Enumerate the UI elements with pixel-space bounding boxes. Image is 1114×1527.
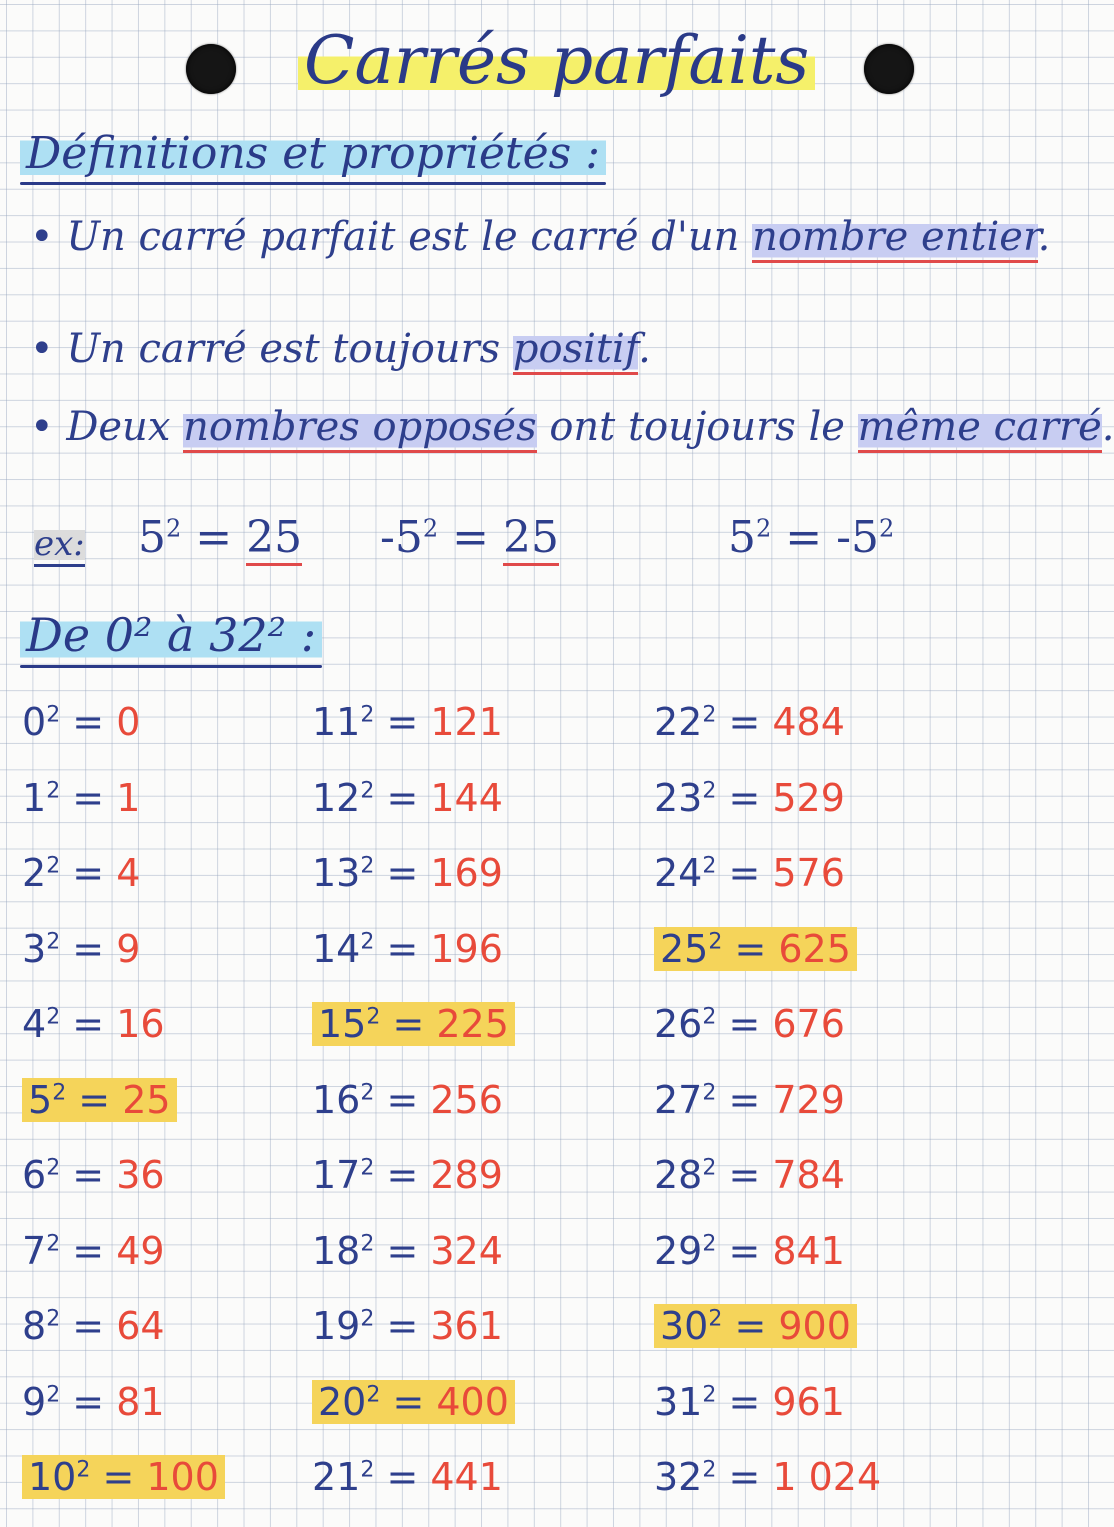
square-exponent: 2 [360,853,375,879]
square-result: 196 [430,926,503,971]
square-base: 12 [312,775,361,820]
bullet-text-mid: ont toujours le [536,404,858,450]
square-result: 324 [430,1228,503,1273]
square-entry [312,776,503,820]
square-equals: = [380,1379,437,1424]
square-equals: = [374,700,431,744]
square-result: 529 [772,775,845,820]
square-result: 484 [772,700,845,744]
square-result: 16 [116,1002,165,1046]
square-equals: = [716,1228,773,1273]
example-exponent: 2 [422,514,439,543]
square-exponent: 2 [46,1004,61,1030]
example-result: 25 [503,512,559,566]
square-entry [312,1002,515,1046]
square-equals: = [60,1379,117,1424]
square-base: 18 [312,1228,361,1273]
square-exponent: 2 [46,853,61,879]
square-entry [654,1380,845,1424]
square-entry [22,1153,165,1197]
square-result: 676 [772,1002,845,1046]
square-equals: = [380,1002,437,1046]
bullet-end: . [638,326,651,372]
square-result: 144 [430,775,503,820]
square-entry [654,851,845,895]
square-entry [22,700,140,744]
square-equals: = [722,926,779,971]
square-base: 13 [312,851,361,895]
square-entry [312,1078,503,1122]
example-2 [380,512,559,563]
square-equals: = [716,1379,773,1424]
square-equals: = [60,1304,117,1348]
square-equals: = [60,1228,117,1273]
example-base: 5 [728,512,756,563]
square-exponent: 2 [46,1230,61,1256]
square-entry [654,927,857,971]
square-result: 1 [116,775,141,820]
bullet-text: Un carré parfait est le carré d'un [66,214,753,260]
example-result: 25 [246,512,302,566]
square-equals: = [60,775,117,820]
example-3 [728,512,894,563]
square-entry [654,700,845,744]
page-title: Carrés parfaits [298,22,815,99]
square-result: 441 [430,1455,503,1499]
square-base: 21 [312,1455,361,1499]
square-result: 400 [436,1379,509,1424]
square-entry [654,1304,857,1348]
example-rhs: -5 [836,512,879,563]
square-base: 2 [22,851,47,895]
square-base: 16 [312,1077,361,1122]
example-equals: = [181,512,247,563]
square-exponent: 2 [702,702,717,728]
example-base: -5 [380,512,423,563]
square-base: 27 [654,1077,703,1122]
square-result: 900 [778,1304,851,1348]
square-base: 25 [660,926,709,971]
square-base: 22 [654,700,703,744]
square-result: 36 [116,1153,165,1197]
square-base: 32 [654,1455,703,1499]
keyword-positif: positif [513,326,638,375]
square-base: 30 [660,1304,709,1348]
example-exponent: 2 [166,514,182,543]
square-result: 961 [772,1379,845,1424]
square-exponent: 2 [360,1079,375,1105]
square-exponent: 2 [702,1004,717,1030]
square-entry [312,927,503,971]
square-base: 29 [654,1228,703,1273]
bullet-perfect-square: • Un carré parfait est le carré d'un nombre entier. [30,214,1050,260]
binder-hole-right [864,44,914,94]
square-result: 64 [116,1304,165,1348]
square-exponent: 2 [360,702,375,728]
square-equals: = [716,1153,773,1197]
square-entry [654,1229,845,1273]
square-base: 15 [318,1002,367,1046]
square-entry [312,1153,503,1197]
square-equals: = [60,1002,117,1046]
example-exponent: 2 [756,514,772,543]
square-result: 0 [116,700,141,744]
square-equals: = [716,700,773,744]
square-equals: = [374,926,431,971]
square-entry [654,1455,881,1499]
square-result: 49 [116,1228,165,1273]
square-equals: = [60,700,117,744]
square-exponent: 2 [360,1457,375,1483]
square-equals: = [60,926,117,971]
square-exponent: 2 [708,1306,723,1332]
keyword-nombre-entier: nombre entier [752,214,1038,263]
square-exponent: 2 [702,1155,717,1181]
example-label: ex: [34,524,85,567]
square-exponent: 2 [360,1155,375,1181]
square-entry [654,1153,845,1197]
square-equals: = [374,1304,431,1348]
bullet-opposite-numbers: • Deux nombres opposés ont toujours le même carré. [30,404,1114,450]
square-result: 361 [430,1304,503,1348]
square-base: 5 [28,1077,53,1122]
square-entry [654,1002,845,1046]
square-base: 8 [22,1304,47,1348]
square-entry [22,1078,177,1122]
square-base: 10 [28,1455,77,1499]
square-base: 17 [312,1153,361,1197]
square-equals: = [60,851,117,895]
square-base: 4 [22,1002,47,1046]
square-exponent: 2 [52,1079,67,1105]
square-entry [22,1002,165,1046]
example-equals: = [438,512,503,563]
square-equals: = [716,1002,773,1046]
square-equals: = [374,775,431,820]
square-exponent: 2 [366,1004,381,1030]
square-exponent: 2 [366,1381,381,1407]
bullet-end: . [1101,404,1114,450]
section-heading-squares-table: De 0² à 32² : [20,608,322,662]
bullet-square-positive: • Un carré est toujours positif. [30,326,651,372]
square-equals: = [60,1153,117,1197]
square-entry [312,851,503,895]
square-equals: = [66,1077,123,1122]
square-result: 1 024 [772,1455,882,1499]
square-result: 576 [772,851,845,895]
square-entry [22,776,140,820]
square-base: 24 [654,851,703,895]
example-rhs-exponent: 2 [879,514,895,543]
square-exponent: 2 [46,1381,61,1407]
square-equals: = [90,1455,147,1499]
example-1 [138,512,302,563]
square-entry [22,851,140,895]
square-exponent: 2 [702,853,717,879]
square-base: 0 [22,700,47,744]
square-result: 4 [116,851,141,895]
square-result: 625 [778,926,851,971]
square-exponent: 2 [76,1457,91,1483]
square-equals: = [374,851,431,895]
square-exponent: 2 [46,777,61,803]
square-entry [312,1229,503,1273]
example-base: 5 [138,512,166,563]
square-equals: = [716,851,773,895]
square-exponent: 2 [360,1306,375,1332]
square-entry [312,1380,515,1424]
square-result: 9 [116,926,141,971]
square-result: 225 [436,1002,509,1046]
square-entry [22,1455,225,1499]
square-base: 31 [654,1379,703,1424]
square-exponent: 2 [360,928,375,954]
square-exponent: 2 [46,928,61,954]
square-base: 20 [318,1379,367,1424]
keyword-nombres-opposes: nombres opposés [183,404,537,453]
square-result: 100 [146,1455,219,1499]
square-result: 81 [116,1379,165,1424]
square-result: 729 [772,1077,845,1122]
square-base: 6 [22,1153,47,1197]
square-exponent: 2 [702,1079,717,1105]
square-entry [22,1229,165,1273]
square-result: 289 [430,1153,503,1197]
bullet-end: . [1037,214,1051,260]
square-exponent: 2 [46,1306,61,1332]
square-base: 3 [22,926,47,971]
square-equals: = [374,1153,431,1197]
square-base: 9 [22,1379,47,1424]
square-equals: = [374,1455,431,1499]
square-result: 784 [772,1153,845,1197]
square-base: 26 [654,1002,703,1046]
square-entry [312,700,503,744]
square-base: 14 [312,926,361,971]
square-result: 256 [430,1077,503,1122]
square-exponent: 2 [702,1381,717,1407]
square-equals: = [374,1077,431,1122]
square-base: 7 [22,1228,47,1273]
square-base: 19 [312,1304,361,1348]
square-entry [654,1078,845,1122]
square-entry [312,1455,503,1499]
square-exponent: 2 [702,1457,717,1483]
keyword-meme-carre: même carré [858,404,1102,453]
square-equals: = [716,775,773,820]
square-exponent: 2 [360,1230,375,1256]
square-exponent: 2 [708,928,723,954]
square-result: 121 [430,700,503,744]
square-base: 11 [312,700,361,744]
square-entry [22,927,140,971]
bullet-text: Un carré est toujours [66,326,513,372]
bullet-text: Deux [66,404,184,450]
square-exponent: 2 [702,1230,717,1256]
example-equals: = [771,512,837,563]
square-exponent: 2 [46,702,61,728]
square-entry [654,776,845,820]
square-result: 841 [772,1228,845,1273]
square-base: 28 [654,1153,703,1197]
section-heading-definitions: Définitions et propriétés : [20,128,606,179]
square-result: 25 [122,1077,171,1122]
square-exponent: 2 [360,777,375,803]
square-result: 169 [430,851,503,895]
square-base: 1 [22,775,47,820]
square-equals: = [722,1304,779,1348]
square-base: 23 [654,775,703,820]
square-exponent: 2 [46,1155,61,1181]
square-equals: = [374,1228,431,1273]
square-entry [22,1304,165,1348]
binder-hole-left [186,44,236,94]
square-entry [22,1380,165,1424]
square-equals: = [716,1077,773,1122]
square-entry [312,1304,503,1348]
square-equals: = [716,1455,773,1499]
square-exponent: 2 [702,777,717,803]
